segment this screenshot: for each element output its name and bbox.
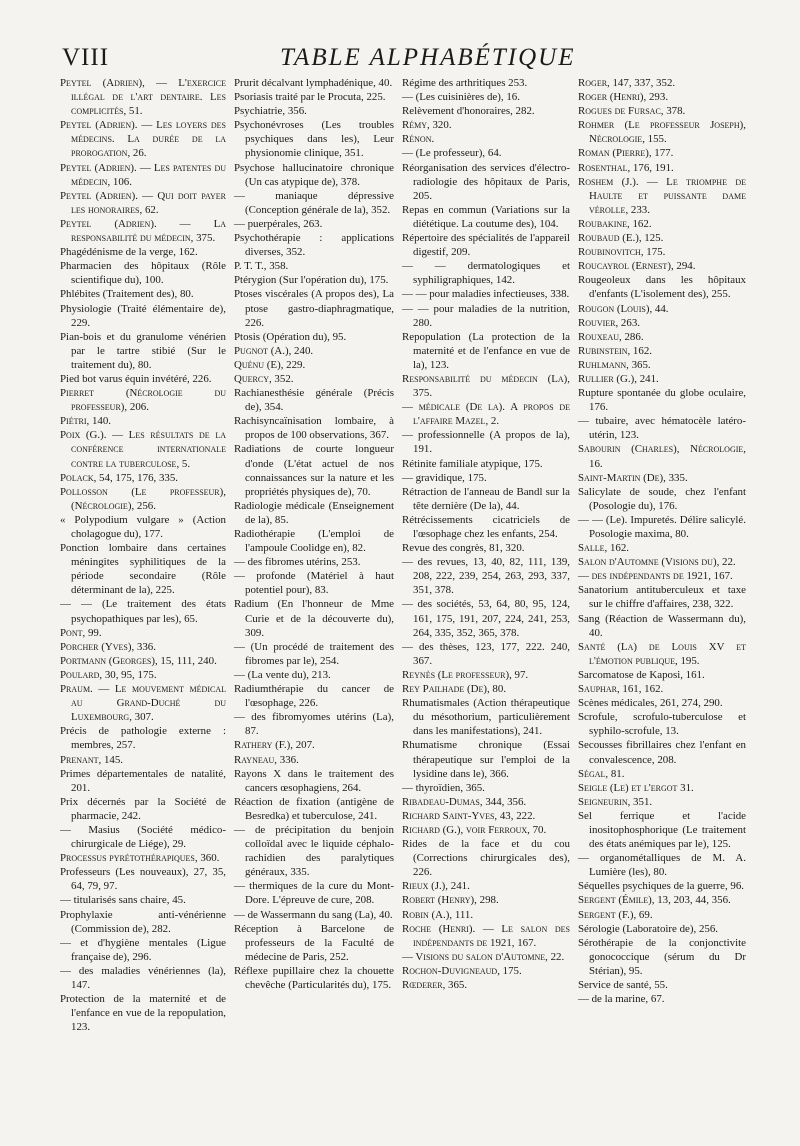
index-entry: Robin (A.), 111. bbox=[402, 908, 474, 921]
index-entry: Salle, 162. bbox=[578, 542, 629, 555]
index-entry: Rachianesthésie générale (Précis de), 354. bbox=[234, 387, 394, 414]
index-entry: Repas en commun (Variations sur la diététique. La coutume des), 104. bbox=[402, 203, 570, 230]
index-entry: Sauphar, 161, 162. bbox=[578, 683, 664, 696]
index-entry: Roshem (J.). — Le triomphe de Haulte et puissante dame vérolle, 233. bbox=[578, 175, 746, 216]
index-entry: Secousses fibrillaires chez l'enfant en convalescence, 208. bbox=[578, 739, 746, 766]
index-entry: Pied bot varus équin invétéré, 226. bbox=[60, 372, 212, 385]
index-entry: Sel ferrique et l'acide inositophosphorique (Le traitement des états anémiques par le), 125. bbox=[578, 809, 746, 851]
index-entry: Seigle (Le) et l'ergot 31. bbox=[578, 781, 694, 794]
index-entry: Rieux (J.), 241. bbox=[402, 880, 470, 893]
index-entry: Précis de pathologie externe : membres, 257. bbox=[60, 725, 226, 752]
index-entry: Sang (Réaction de Wassermann du), 40. bbox=[578, 612, 746, 639]
index-entry: Peytel (Adrien). — La responsabilité du médecin, 375. bbox=[60, 217, 226, 245]
index-entry: — de Wassermann du sang (La), 40. bbox=[234, 908, 393, 921]
index-entry: — (Le professeur), 64. bbox=[402, 147, 502, 160]
index-entry: Sérologie (Laboratoire de), 256. bbox=[578, 922, 719, 935]
index-entry: P. T. T., 358. bbox=[234, 260, 289, 273]
index-entry: Rémy, 320. bbox=[402, 119, 452, 132]
index-entry: Responsabilité du médecin (La), 375. bbox=[402, 372, 570, 400]
index-entry: Scrofule, scrofulo-tuberculose et syphilo-scrofule, 13. bbox=[578, 711, 746, 738]
index-entry: Peytel (Adrien). — Qui doit payer les honoraires, 62. bbox=[60, 189, 226, 216]
index-entry: Prurit décalvant lymphadénique, 40. bbox=[234, 77, 393, 89]
index-entry: — organométalliques de M. A. Lumière (les), 80. bbox=[578, 852, 746, 879]
index-entry: — des revues, 13, 40, 82, 111, 139, 208, 222, 239, 254, 263, 293, 337, 351, 378. bbox=[402, 556, 570, 597]
index-entry: Ptérygion (Sur l'opération du), 175. bbox=[234, 274, 389, 287]
index-entry: Roubaud (E.), 125. bbox=[578, 232, 664, 245]
index-entry: Rhumatismales (Action thérapeutique du mésothorium, particulièrement dans les manifestations), 241. bbox=[402, 697, 570, 738]
index-entry: Radiologie médicale (Enseignement de la), 85. bbox=[234, 499, 394, 526]
index-entry: Rachisyncaïnisation lombaire, à propos de 100 observations, 367. bbox=[234, 415, 394, 442]
index-entry: Réaction de fixation (antigène de Besredka) et tuberculose, 241. bbox=[234, 795, 394, 822]
index-entry: Peytel (Adrien). — Les patentes du médecin, 106. bbox=[60, 161, 226, 188]
index-entry: Radium (En l'honneur de Mme Curie et de la découverte du), 309. bbox=[234, 598, 394, 639]
index-entry: Repopulation (La protection de la maternité et de l'enfance en vue de la), 123. bbox=[402, 330, 570, 371]
index-entry: Roman (Pierre), 177. bbox=[578, 147, 674, 160]
index-entry: Rey Pailhade (De), 80. bbox=[402, 683, 507, 696]
index-entry: Rochon-Duvigneaud, 175. bbox=[402, 964, 522, 977]
index-entry: Psychiatrie, 356. bbox=[234, 105, 307, 118]
index-entry: Rouvier, 263. bbox=[578, 316, 640, 329]
index-entry: Ponction lombaire dans certaines méningites syphilitiques de la période secondaire (Rôle déterminant de la), 225. bbox=[60, 542, 226, 597]
index-entry: Réorganisation des services d'électro-radiologie des hôpitaux de Paris, 205. bbox=[402, 161, 570, 202]
index-entry: Quercy, 352. bbox=[234, 372, 294, 385]
index-entry: Praum. — Le mouvement médical au Grand-Duché du Luxembourg, 307. bbox=[60, 683, 226, 724]
index-entry: — des indépendants de 1921, 167. bbox=[578, 570, 733, 583]
index-entry: — (Un procédé de traitement des fibromes par le), 254. bbox=[234, 640, 394, 667]
index-entry: Sérothérapie de la conjonctivite gonococcique (sérum du Dr Stérian), 95. bbox=[578, 936, 746, 977]
index-entry: Pharmacien des hôpitaux (Rôle scientifique du), 100. bbox=[60, 260, 226, 287]
index-entry: Rhumatisme chronique (Essai thérapeutique sur l'emploi de la lysidine dans le), 366. bbox=[402, 739, 570, 780]
index-entry: — professionnelle (A propos de la), 191. bbox=[402, 429, 570, 456]
index-entry: Sabourin (Charles), Nécrologie, 16. bbox=[578, 443, 746, 470]
index-entry: Santé (La) de Louis XV et l'émotion publique, 195. bbox=[578, 640, 746, 667]
index-entry: — des maladies vénériennes (la), 147. bbox=[60, 964, 226, 991]
index-entry: Prenant, 145. bbox=[60, 753, 124, 766]
index-entry: Salicylate de soude, chez l'enfant (Posologie du), 176. bbox=[578, 485, 746, 512]
index-entry: Primes départementales de natalité, 201. bbox=[60, 767, 226, 794]
index-entry: Prophylaxie anti-vénérienne (Commission de), 282. bbox=[60, 908, 226, 935]
index-entry: Roucayrol (Ernest), 294. bbox=[578, 260, 696, 273]
index-entry: Protection de la maternité et de l'enfance en vue de la repopulation, 123. bbox=[60, 993, 226, 1034]
index-entry: Psychonévroses (Les troubles psychiques dans les), Leur physionomie clinique, 351. bbox=[234, 119, 394, 160]
running-title: TABLE ALPHABÉTIQUE bbox=[280, 44, 576, 71]
index-entry: Sergent (F.), 69. bbox=[578, 908, 653, 921]
index-entry: Ptoses viscérales (A propos des), La ptose gastro-diaphragmatique, 226. bbox=[234, 288, 394, 329]
index-entry: — — pour maladies infectieuses, 338. bbox=[402, 288, 570, 301]
index-entry: Rosenthal, 176, 191. bbox=[578, 161, 674, 174]
index-column-3 bbox=[402, 76, 570, 1034]
index-entry: Peytel (Adrien). — Les loyers des médecins. La durée de la prorogation, 26. bbox=[60, 119, 226, 160]
index-entry: Radiumthérapie du cancer de l'œsophage, 226. bbox=[234, 683, 394, 710]
index-entry: Roger (Henri), 293. bbox=[578, 91, 669, 104]
index-entry: Réflexe pupillaire chez la chouette chevêche (Particularités du), 175. bbox=[234, 964, 394, 991]
index-entry: Phlébites (Traitement des), 80. bbox=[60, 288, 194, 301]
index-entry: Répertoire des spécialités de l'appareil digestif, 209. bbox=[402, 232, 570, 259]
index-entry: Séquelles psychiques de la guerre, 96. bbox=[578, 880, 745, 893]
index-entry: — Masius (Société médico-chirurgicale de Liége), 29. bbox=[60, 823, 226, 851]
index-entry: Réception à Barcelone de professeurs de la Faculté de médecine de Paris, 252. bbox=[234, 922, 394, 963]
index-entry: — médicale (De la). A propos de l'affaire Mazel, 2. bbox=[402, 401, 570, 428]
index-entry: Rides de la face et du cou (Corrections chirurgicales des), 226. bbox=[402, 838, 570, 879]
index-entry: Porcher (Yves), 336. bbox=[60, 640, 156, 653]
index-entry: Pont, 99. bbox=[60, 626, 102, 639]
index-entry: Revue des congrès, 81, 320. bbox=[402, 542, 525, 555]
index-entry: Reynès (Le professeur), 97. bbox=[402, 668, 529, 681]
index-entry: — de la marine, 67. bbox=[578, 993, 665, 1006]
index-entry: Scènes médicales, 261, 274, 290. bbox=[578, 697, 723, 710]
index-columns bbox=[60, 76, 746, 1034]
index-entry: — puerpérales, 263. bbox=[234, 217, 323, 230]
index-entry: Pian-bois et du granulome vénérien par le tartre stibié (Sur le traitement du), 80. bbox=[60, 330, 226, 371]
index-entry: Rayneau, 336. bbox=[234, 753, 299, 766]
index-entry: — profonde (Matériel à haut potentiel pour), 83. bbox=[234, 570, 394, 597]
index-entry: « Polypodium vulgare » (Action cholagogue du), 177. bbox=[60, 513, 226, 540]
index-entry: Prix décernés par la Société de pharmacie, 242. bbox=[60, 795, 226, 822]
index-entry: Roche (Henri). — Le salon des indépendants de 1921, 167. bbox=[402, 922, 570, 949]
index-entry: Rétinite familiale atypique, 175. bbox=[402, 457, 543, 470]
index-entry: — maniaque dépressive (Conception générale de la), 352. bbox=[234, 189, 394, 216]
index-entry: Rœderer, 365. bbox=[402, 979, 468, 991]
index-entry: Roubakine, 162. bbox=[578, 217, 652, 230]
index-entry: Pierret (Nécrologie du professeur), 206. bbox=[60, 387, 226, 414]
index-entry: Rayons X dans le traitement des cancers œsophagiens, 264. bbox=[234, 767, 394, 794]
index-entry: Piétri, 140. bbox=[60, 415, 111, 428]
index-entry: Sanatorium antituberculeux et taxe sur le chiffre d'affaires, 238, 322. bbox=[578, 584, 746, 611]
index-entry: Rougeoleux dans les hôpitaux d'enfants (L'isolement des), 255. bbox=[578, 274, 746, 301]
index-entry: — gravidique, 175. bbox=[402, 471, 487, 484]
index-entry: Psoriasis traité par le Procuta, 225. bbox=[234, 91, 386, 104]
index-entry: — des thèses, 123, 177, 222. 240, 367. bbox=[402, 640, 570, 667]
index-entry: Rupture spontanée du globe oculaire, 176. bbox=[578, 387, 746, 414]
index-entry: Radiations de courte longueur d'onde (L'état actuel de nos connaissances sur la nature et les propriétés physiques de), 70. bbox=[234, 443, 394, 498]
index-column-2 bbox=[234, 76, 394, 1034]
index-entry: — des fibromes utérins, 253. bbox=[234, 556, 361, 569]
index-entry: Portmann (Georges), 15, 111, 240. bbox=[60, 654, 217, 667]
index-entry: Roger, 147, 337, 352. bbox=[578, 77, 676, 89]
index-entry: Pugnot (A.), 240. bbox=[234, 344, 314, 357]
index-entry: Robert (Henry), 298. bbox=[402, 894, 499, 907]
page-number: VIII bbox=[62, 44, 110, 71]
index-entry: — thermiques de la cure du Mont-Dore. L'épreuve de cure, 208. bbox=[234, 880, 394, 907]
index-entry: Physiologie (Traité élémentaire de), 229. bbox=[60, 302, 226, 329]
index-entry: Seigneurin, 351. bbox=[578, 795, 653, 808]
index-entry: Saint-Martin (De), 335. bbox=[578, 471, 688, 484]
index-entry: — de précipitation du benjoin colloïdal avec le liquide céphalo-rachidien des paralytiques généraux, 335. bbox=[234, 823, 394, 879]
index-entry: Poix (G.). — Les résultats de la conférence internationale contre la tuberculose, 5. bbox=[60, 429, 226, 470]
index-entry: Ptosis (Opération du), 95. bbox=[234, 330, 347, 343]
index-entry: — (La vente du), 213. bbox=[234, 668, 331, 681]
index-entry: Service de santé, 55. bbox=[578, 979, 668, 991]
index-entry: Rohmer (Le professeur Joseph), Nécrologie, 155. bbox=[578, 119, 746, 146]
index-entry: — thyroïdien, 365. bbox=[402, 781, 485, 794]
index-entry: Polack, 54, 175, 176, 335. bbox=[60, 471, 179, 484]
index-entry: Ségal, 81. bbox=[578, 767, 625, 780]
index-entry: Peytel (Adrien), — L'exercice illégal de l'art dentaire. Les complicités, 51. bbox=[60, 77, 226, 118]
index-entry: Processus pyrétothérapiques, 360. bbox=[60, 852, 220, 865]
index-entry: — tubaire, avec hématocèle latéro-utérin, 123. bbox=[578, 415, 746, 442]
index-entry: — — pour maladies de la nutrition, 280. bbox=[402, 302, 570, 329]
index-entry: Pollosson (Le professeur), (Nécrologie), 256. bbox=[60, 485, 226, 512]
index-entry: — — dermatologiques et syphiligraphiques, 142. bbox=[402, 260, 570, 287]
index-entry: Ribadeau-Dumas, 344, 356. bbox=[402, 795, 527, 808]
index-entry: — — (Le). Impuretés. Délire salicylé. Posologie maxima, 80. bbox=[578, 513, 746, 540]
index-entry: Richard Saint-Yves, 43, 222. bbox=[402, 809, 536, 822]
index-entry: Roubinovitch, 175. bbox=[578, 246, 666, 259]
index-entry: Psychose hallucinatoire chronique (Un cas atypique de), 378. bbox=[234, 161, 394, 188]
index-entry: Phagédénisme de la verge, 162. bbox=[60, 246, 198, 259]
index-entry: — des fibromyomes utérins (La), 87. bbox=[234, 711, 394, 738]
index-entry: Radiothérapie (L'emploi de l'ampoule Coolidge en), 82. bbox=[234, 528, 394, 555]
index-entry: Sarcomatose de Kaposi, 161. bbox=[578, 668, 705, 681]
index-entry: — titularisés sans chaire, 45. bbox=[60, 894, 186, 907]
index-entry: Psychothérapie : applications diverses, 352. bbox=[234, 232, 394, 259]
index-entry: Rathery (F.), 207. bbox=[234, 739, 315, 752]
index-entry: Régime des arthritiques 253. bbox=[402, 77, 528, 89]
index-entry: — des sociétés, 53, 64, 80, 95, 124, 161, 175, 191, 207, 224, 241, 253, 264, 335, 352, 365, 378. bbox=[402, 598, 570, 639]
index-entry: Rullier (G.), 241. bbox=[578, 372, 659, 385]
index-entry: Rouxeau, 286. bbox=[578, 330, 644, 343]
index-entry: Rénon. bbox=[402, 133, 435, 146]
index-entry: — — (Le traitement des états psychopathiques par les), 65. bbox=[60, 598, 226, 625]
index-entry: Salon d'Automne (Visions du), 22. bbox=[578, 556, 736, 569]
index-entry: Rétrécissements cicatriciels de l'œsophage chez les enfants, 254. bbox=[402, 513, 570, 540]
index-entry: Professeurs (Les nouveaux), 27, 35, 64, 79, 97. bbox=[60, 866, 226, 893]
index-column-1 bbox=[60, 76, 226, 1034]
index-entry: Sergent (Émile), 13, 203, 44, 356. bbox=[578, 894, 731, 907]
index-entry: Rougon (Louis), 44. bbox=[578, 302, 669, 315]
index-entry: Richard (G.), voir Ferroux, 70. bbox=[402, 823, 547, 836]
index-entry: Poulard, 30, 95, 175. bbox=[60, 668, 157, 681]
index-entry: — et d'hygiène mentales (Ligue française de), 296. bbox=[60, 936, 226, 963]
index-entry: — Visions du salon d'Automne, 22. bbox=[402, 950, 565, 963]
index-entry: Rétraction de l'anneau de Bandl sur la tête dernière (De la), 44. bbox=[402, 485, 570, 512]
index-entry: — (Les cuisinières de), 16. bbox=[402, 91, 520, 104]
index-entry: Ruhlmann, 365. bbox=[578, 358, 651, 371]
index-column-4 bbox=[578, 76, 746, 1034]
index-entry: Rubinstein, 162. bbox=[578, 344, 652, 357]
index-entry: Quénu (E), 229. bbox=[234, 358, 306, 371]
index-entry: Relèvement d'honoraires, 282. bbox=[402, 105, 535, 118]
index-entry: Rogues de Fursac, 378. bbox=[578, 105, 686, 118]
